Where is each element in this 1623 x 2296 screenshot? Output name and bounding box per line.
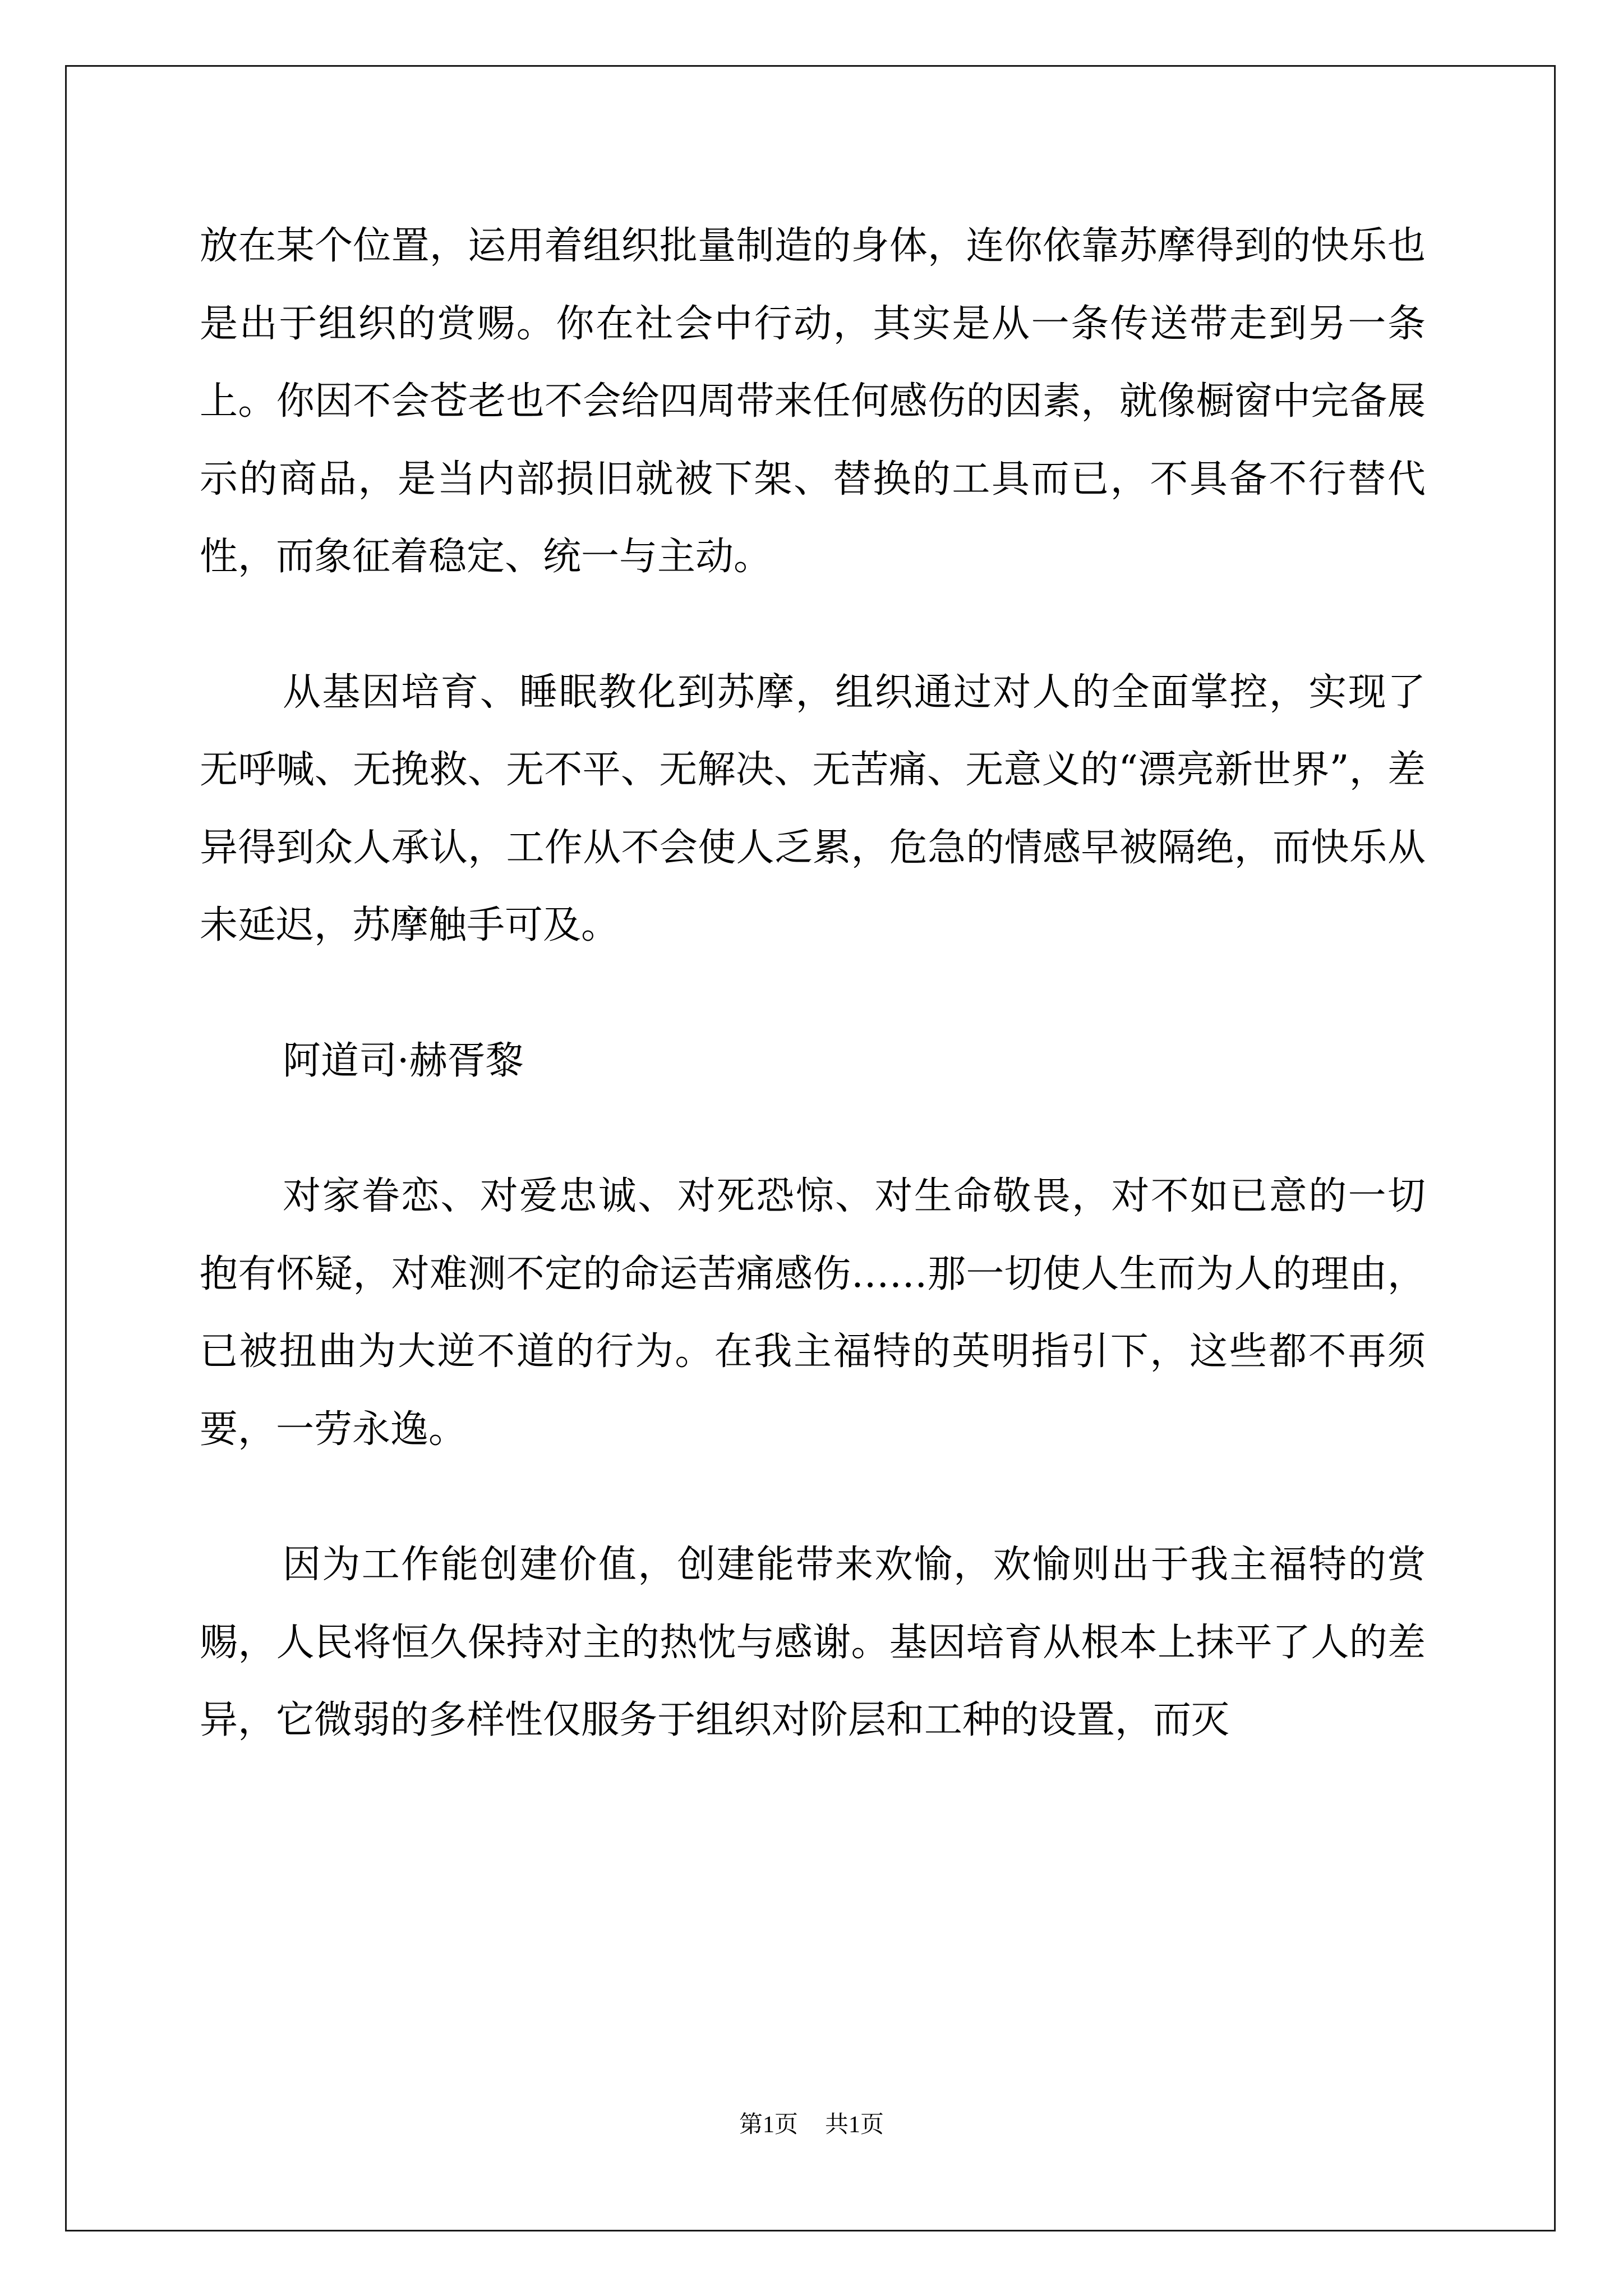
paragraph-3: 对家眷恋、对爱忠诚、对死恐惊、对生命敬畏，对不如已意的一切抱有怀疑，对难测不定的命运苦痛感伤……那一切使人生而为人的理由，已被扭曲为大逆不道的行为。在我主福特的英明指引下，这些都不再须要，一劳永逸。 — [200, 1174, 1426, 1452]
author-name: 阿道司·赫胥黎 — [283, 1038, 524, 1083]
page-footer — [0, 2108, 1623, 2142]
page-number: 第1页 — [739, 2112, 798, 2138]
paragraph-2: 从基因培育、睡眠教化到苏摩，组织通过对人的全面掌控，实现了无呼喊、无挽救、无不平、无解决、无苦痛、无意义的“漂亮新世界”，差异得到众人承认，工作从不会使人乏累，危急的情感早被隔绝，而快乐从未延迟，苏摩触手可及。 — [200, 670, 1426, 947]
document-body — [200, 208, 1426, 1760]
paragraph-1: 放在某个位置，运用着组织批量制造的身体，连你依靠苏摩得到的快乐也是出于组织的赏赐。你在社会中行动，其实是从一条传送带走到另一条上。你因不会苍老也不会给四周带来任何感伤的因素，就像橱窗中完备展示的商品，是当内部损旧就被下架、替换的工具而已，不具备不行替代性，而象征着稳定、统一与主动。 — [200, 224, 1426, 579]
page-total: 共1页 — [825, 2112, 884, 2138]
paragraph-4: 因为工作能创建价值，创建能带来欢愉，欢愉则出于我主福特的赏赐，人民将恒久保持对主的热忱与感谢。基因培育从根本上抹平了人的差异，它微弱的多样性仅服务于组织对阶层和工种的设置，而灭 — [200, 1543, 1426, 1742]
